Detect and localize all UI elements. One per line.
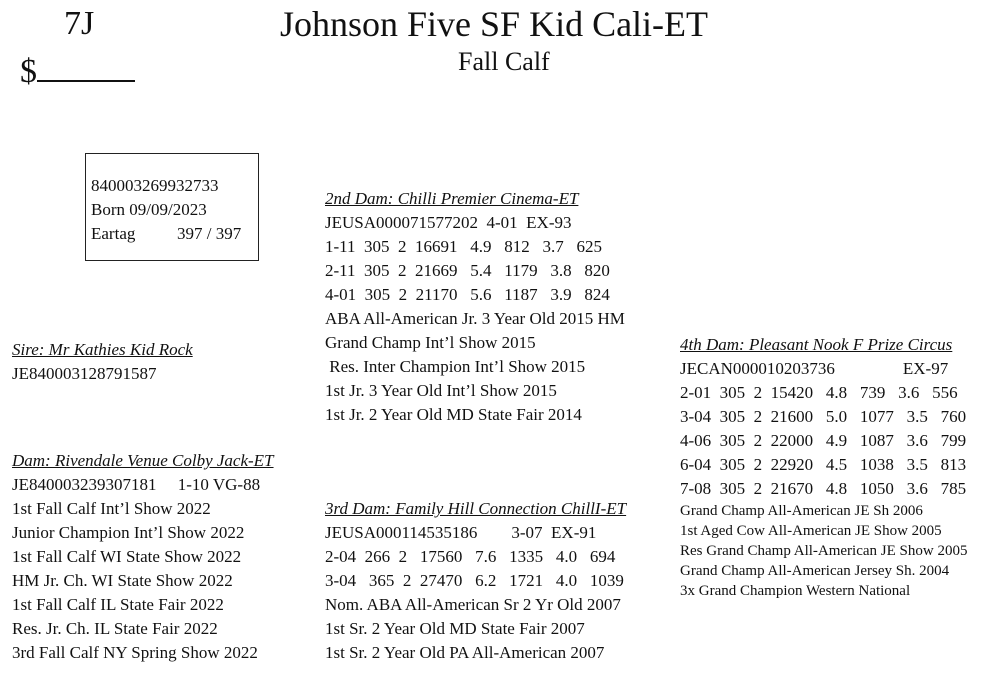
dam-line: 1st Fall Calf WI State Show 2022 [12,547,242,566]
second-dam-section [325,187,625,427]
third-dam-line: JEUSA000114535186 3-07 EX-91 [325,523,597,542]
dam-heading: Dam: Rivendale Venue Colby Jack-ET [12,451,274,470]
sire-heading: Sire: Mr Kathies Kid Rock [12,340,193,359]
fourth-dam-award: 1st Aged Cow All-American JE Show 2005 [680,523,942,539]
dam-line: HM Jr. Ch. WI State Show 2022 [12,571,233,590]
birth-date: Born 09/09/2023 [91,200,207,219]
second-dam-line: 4-01 305 2 21170 5.6 1187 3.9 824 [325,285,610,304]
price-line [20,52,135,92]
second-dam-line: 1st Jr. 2 Year Old MD State Fair 2014 [325,405,582,424]
third-dam-line: 1st Sr. 2 Year Old MD State Fair 2007 [325,619,585,638]
fourth-dam-heading: 4th Dam: Pleasant Nook F Prize Circus [680,335,953,354]
eartag-row [91,222,258,246]
fourth-dam-line: 4-06 305 2 22000 4.9 1087 3.6 799 [680,431,967,450]
dam-line: Junior Champion Int’l Show 2022 [12,523,245,542]
second-dam-line: ABA All-American Jr. 3 Year Old 2015 HM [325,309,625,328]
second-dam-heading: 2nd Dam: Chilli Premier Cinema-ET [325,189,579,208]
fourth-dam-section [680,333,967,601]
registration-number: 840003269932733 [91,176,219,195]
third-dam-line: 1st Sr. 2 Year Old PA All-American 2007 [325,643,605,662]
third-dam-line: 2-04 266 2 17560 7.6 1335 4.0 694 [325,547,616,566]
fourth-dam-awards [680,501,967,601]
third-dam-line: 3-04 365 2 27470 6.2 1721 4.0 1039 [325,571,624,590]
fourth-dam-award: Grand Champ All-American Jersey Sh. 2004 [680,563,950,579]
sire-line: JE840003128791587 [12,364,157,383]
fourth-dam-line: 3-04 305 2 21600 5.0 1077 3.5 760 [680,407,967,426]
eartag-label: Eartag [91,224,136,243]
fourth-dam-award: Res Grand Champ All-American JE Show 2005 [680,543,968,559]
second-dam-line: Grand Champ Int’l Show 2015 [325,333,536,352]
class-label: Fall Calf [458,47,550,76]
fourth-dam-line: 7-08 305 2 21670 4.8 1050 3.6 785 [680,479,967,498]
second-dam-line: 1st Jr. 3 Year Old Int’l Show 2015 [325,381,557,400]
dam-line: 3rd Fall Calf NY Spring Show 2022 [12,643,258,662]
dam-line: Res. Jr. Ch. IL State Fair 2022 [12,619,218,638]
animal-name: Johnson Five SF Kid Cali-ET [280,4,709,44]
lot-number: 7J [64,5,95,42]
sire-section [12,338,193,386]
dam-section [12,449,274,665]
eartag-value: 397 / 397 [177,224,242,243]
third-dam-line: Nom. ABA All-American Sr 2 Yr Old 2007 [325,595,621,614]
second-dam-line: 2-11 305 2 21669 5.4 1179 3.8 820 [325,261,610,280]
id-box [85,153,259,261]
price-blank [37,52,135,82]
third-dam-section [325,497,626,665]
fourth-dam-line: 2-01 305 2 15420 4.8 739 3.6 556 [680,383,958,402]
second-dam-line: JEUSA000071577202 4-01 EX-93 [325,213,572,232]
second-dam-line: 1-11 305 2 16691 4.9 812 3.7 625 [325,237,603,256]
fourth-dam-line: 6-04 305 2 22920 4.5 1038 3.5 813 [680,455,967,474]
dam-line: JE840003239307181 1-10 VG-88 [12,475,261,494]
fourth-dam-award: Grand Champ All-American JE Sh 2006 [680,503,923,519]
dam-line: 1st Fall Calf Int’l Show 2022 [12,499,211,518]
fourth-dam-award: 3x Grand Champion Western National [680,583,911,599]
third-dam-heading: 3rd Dam: Family Hill Connection ChillI-ET [325,499,627,518]
fourth-dam-line: JECAN000010203736 EX-97 [680,359,949,378]
second-dam-line: Res. Inter Champion Int’l Show 2015 [325,357,586,376]
dam-line: 1st Fall Calf IL State Fair 2022 [12,595,224,614]
price-prefix: $ [20,53,37,90]
